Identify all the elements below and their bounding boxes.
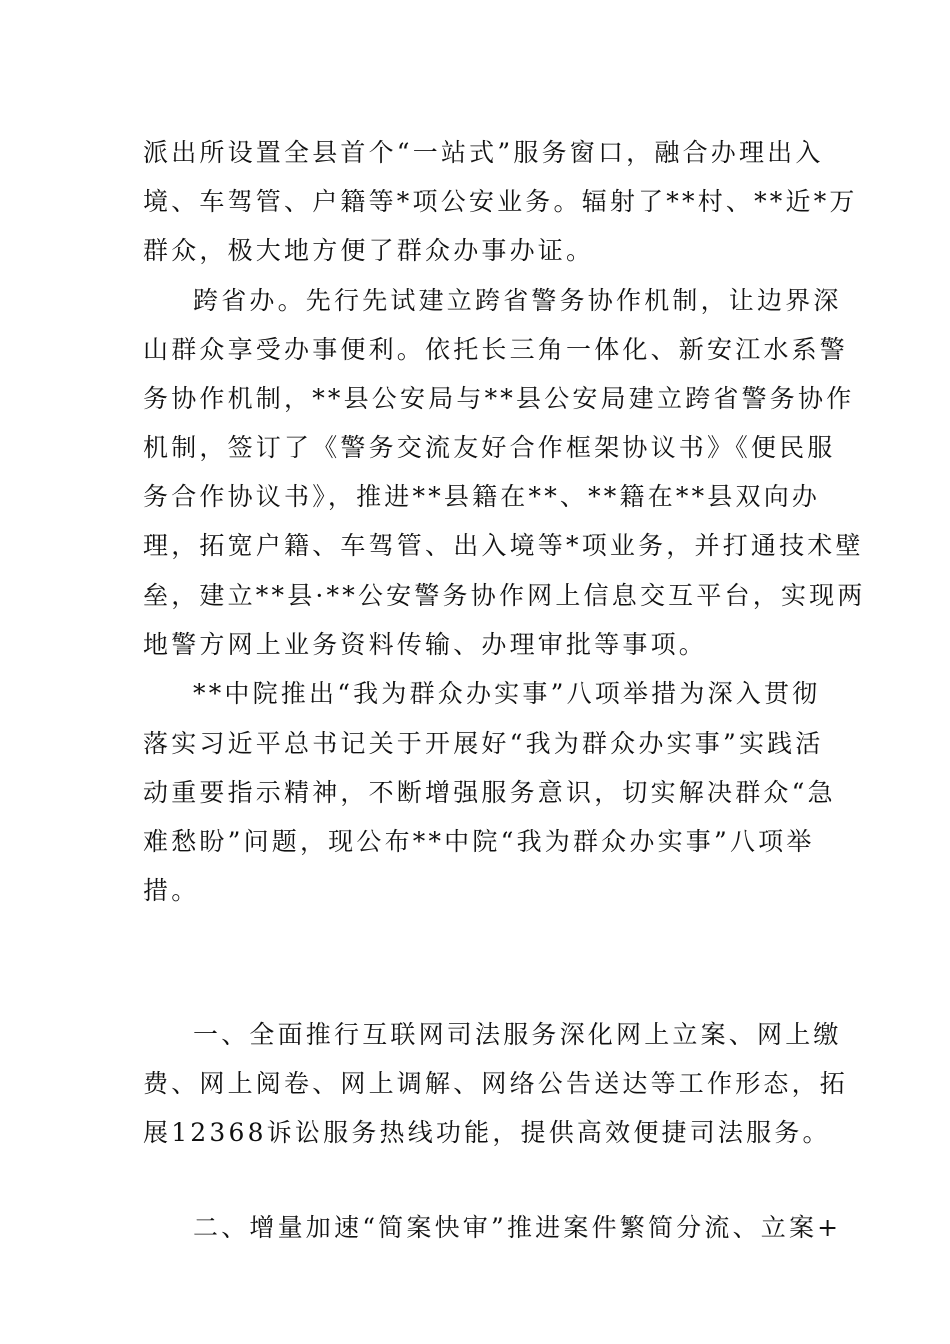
text-line: 理，拓宽户籍、车驾管、出入境等*项业务，并打通技术壁 [143,531,864,560]
text-line: 群众，极大地方便了群众办事办证。 [143,236,595,265]
text-line: 难愁盼”问题，现公布**中院“我为群众办实事”八项举 [143,827,815,856]
text-line: 一、全面推行互联网司法服务深化网上立案、网上缴 [193,1020,842,1049]
text-line: 派出所设置全县首个“一站式”服务窗口，融合办理出入 [143,138,824,167]
text-line: 二、增量加速“简案快审”推进案件繁简分流、立案+ [193,1213,842,1242]
text-line: 费、网上阅卷、网上调解、网络公告送达等工作形态，拓 [143,1069,849,1098]
text-line: 措。 [143,876,200,905]
text-line: 展12368诉讼服务热线功能，提供高效便捷司法服务。 [143,1118,831,1147]
text-line: 落实习近平总书记关于开展好“我为群众办实事”实践活 [143,729,824,758]
text-line: 境、车驾管、户籍等*项公安业务。辐射了**村、**近*万 [143,187,858,216]
text-line: 动重要指示精神，不断增强服务意识，切实解决群众“急 [143,778,836,807]
text-line: 机制，签订了《警务交流友好合作框架协议书》《便民服 [143,433,836,462]
text-line: 地警方网上业务资料传输、办理审批等事项。 [143,630,708,659]
text-line: 务协作机制，**县公安局与**县公安局建立跨省警务协作 [143,384,855,413]
text-line: 务合作协议书》，推进**县籍在**、**籍在**县双向办 [143,482,821,511]
text-line: **中院推出“我为群众办实事”八项举措为深入贯彻 [193,679,821,708]
text-line: 垒，建立**县·**公安警务协作网上信息交互平台，实现两 [143,581,866,610]
text-line: 山群众享受办事便利。依托长三角一体化、新安江水系警 [143,335,849,364]
text-line: 跨省办。先行先试建立跨省警务协作机制，让边界深 [193,286,842,315]
